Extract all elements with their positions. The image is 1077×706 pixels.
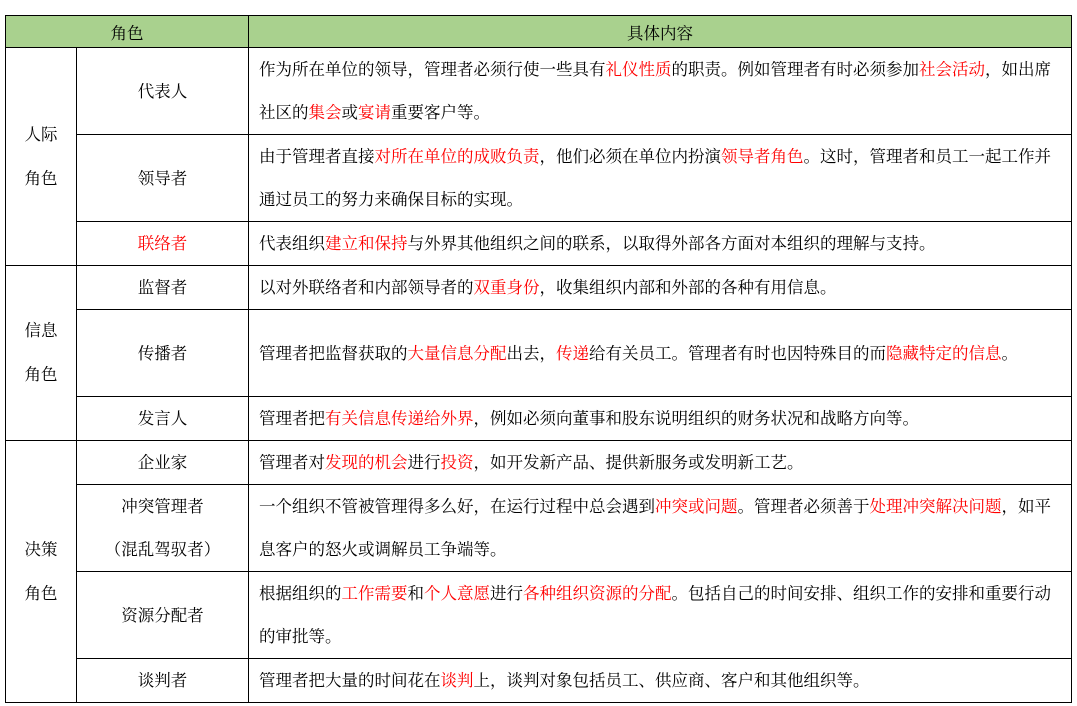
highlight-text: 领导者角色 bbox=[721, 147, 804, 166]
description-text: 。 bbox=[1001, 343, 1018, 363]
description-text: 管理者对 bbox=[259, 453, 325, 472]
role-name: 监督者 bbox=[77, 266, 249, 310]
role-description bbox=[249, 48, 1072, 135]
role-description bbox=[249, 659, 1072, 703]
description-text: 根据组织的 bbox=[259, 584, 342, 603]
category-decisional: 决策 角色 bbox=[6, 441, 77, 703]
table-row bbox=[6, 572, 1072, 659]
table-row bbox=[6, 48, 1072, 135]
role-name: 传播者 bbox=[77, 310, 249, 397]
description-text: 出去， bbox=[506, 343, 556, 363]
table-row bbox=[6, 441, 1072, 485]
highlight-text: 对所在单位的成败负责 bbox=[374, 147, 540, 166]
description-text: ，如出席社区的 bbox=[259, 60, 1051, 122]
description-text: 一个组织不管被管理得多么好，在运行过程中总会遇到 bbox=[259, 497, 655, 516]
description-text: ，收集组织内部和外部的各种有用信息。 bbox=[539, 278, 837, 297]
description-text: 管理者把大量的时间花在 bbox=[259, 671, 441, 690]
highlight-text: 有关信息传递给外界 bbox=[325, 409, 474, 428]
role-description bbox=[249, 135, 1072, 222]
highlight-text: 处理冲突解决问题 bbox=[869, 497, 1002, 516]
description-text: 由于管理者直接 bbox=[259, 147, 375, 166]
description-text: 以对外联络者和内部领导者的 bbox=[259, 278, 474, 297]
description-text: 与外界其他组织之间的联系，以取得外部各方面对本组织的理解与支持。 bbox=[407, 234, 936, 253]
highlight-text: 个人意愿 bbox=[424, 584, 490, 603]
description-text: ，如开发新产品、提供新服务或发明新工艺。 bbox=[473, 453, 804, 472]
role-description bbox=[249, 266, 1072, 310]
highlight-text: 社会活动 bbox=[919, 60, 985, 79]
highlight-text: 宴请 bbox=[358, 103, 391, 122]
manager-roles-table bbox=[5, 15, 1072, 703]
role-description bbox=[249, 485, 1072, 572]
highlight-text: 各种组织资源的分配 bbox=[523, 584, 672, 603]
description-text: ，他们必须在单位内扮演 bbox=[539, 147, 721, 166]
highlight-text: 工作需要 bbox=[341, 584, 408, 603]
description-text: 。管理者必须善于 bbox=[737, 497, 870, 516]
highlight-text: 大量信息分配 bbox=[407, 343, 507, 363]
highlight-text: 投资 bbox=[440, 453, 474, 472]
role-description bbox=[249, 397, 1072, 441]
header-content: 具体内容 bbox=[249, 16, 1072, 48]
description-text: ，例如必须向董事和股东说明组织的财务状况和战略方向等。 bbox=[473, 409, 919, 428]
description-text: 上，谈判对象包括员工、供应商、客户和其他组织等。 bbox=[473, 671, 870, 690]
role-description bbox=[249, 441, 1072, 485]
highlight-text: 冲突或问题 bbox=[655, 497, 738, 516]
description-text: 和 bbox=[407, 584, 424, 603]
highlight-text: 礼仪性质 bbox=[605, 60, 672, 79]
role-description bbox=[249, 572, 1072, 659]
description-text: 进行 bbox=[490, 584, 523, 603]
category-informational: 信息 角色 bbox=[6, 266, 77, 441]
highlight-text: 传递 bbox=[556, 343, 589, 363]
highlight-text: 谈判 bbox=[440, 671, 474, 690]
role-name: 领导者 bbox=[77, 135, 249, 222]
role-name: 联络者 bbox=[77, 222, 249, 266]
description-text: 进行 bbox=[407, 453, 441, 472]
category-interpersonal: 人际 角色 bbox=[6, 48, 77, 266]
table-row bbox=[6, 222, 1072, 266]
description-text: 代表组织 bbox=[259, 234, 325, 253]
highlight-text: 发现的机会 bbox=[325, 453, 408, 472]
role-name: 代表人 bbox=[77, 48, 249, 135]
description-text: 给有关员工。管理者有时也因特殊目的而 bbox=[589, 343, 886, 363]
description-text: 或 bbox=[341, 103, 358, 122]
description-text: 的职责。例如管理者有时必须参加 bbox=[671, 60, 919, 79]
table-row bbox=[6, 135, 1072, 222]
description-text: 管理者把 bbox=[259, 409, 325, 428]
role-name: 企业家 bbox=[77, 441, 249, 485]
role-name: 发言人 bbox=[77, 397, 249, 441]
highlight-text: 双重身份 bbox=[473, 278, 540, 297]
role-name: 冲突管理者 （混乱驾驭者） bbox=[77, 485, 249, 572]
table-row bbox=[6, 310, 1072, 397]
highlight-text: 建立和保持 bbox=[325, 234, 408, 253]
highlight-text: 隐藏特定的信息 bbox=[886, 343, 1002, 363]
role-description bbox=[249, 222, 1072, 266]
description-text: ，如平息客户的怒火或调解员工争端等。 bbox=[259, 497, 1051, 559]
table-row bbox=[6, 485, 1072, 572]
role-description bbox=[249, 310, 1072, 397]
description-text: 管理者把监督获取的 bbox=[259, 343, 408, 363]
description-text: 作为所在单位的领导，管理者必须行使一些具有 bbox=[259, 60, 606, 79]
highlight-text: 集会 bbox=[308, 103, 342, 122]
table-row bbox=[6, 266, 1072, 310]
header-row bbox=[6, 16, 1072, 48]
description-text: 。这时，管理者和员工一起工作并通过员工的努力来确保目标的实现。 bbox=[259, 147, 1051, 209]
table-row bbox=[6, 659, 1072, 703]
table-row bbox=[6, 397, 1072, 441]
role-name: 谈判者 bbox=[77, 659, 249, 703]
description-text: 。包括自己的时间安排、组织工作的安排和重要行动的审批等。 bbox=[259, 584, 1051, 646]
header-role: 角色 bbox=[6, 16, 249, 48]
description-text: 重要客户等。 bbox=[391, 103, 490, 122]
role-name: 资源分配者 bbox=[77, 572, 249, 659]
